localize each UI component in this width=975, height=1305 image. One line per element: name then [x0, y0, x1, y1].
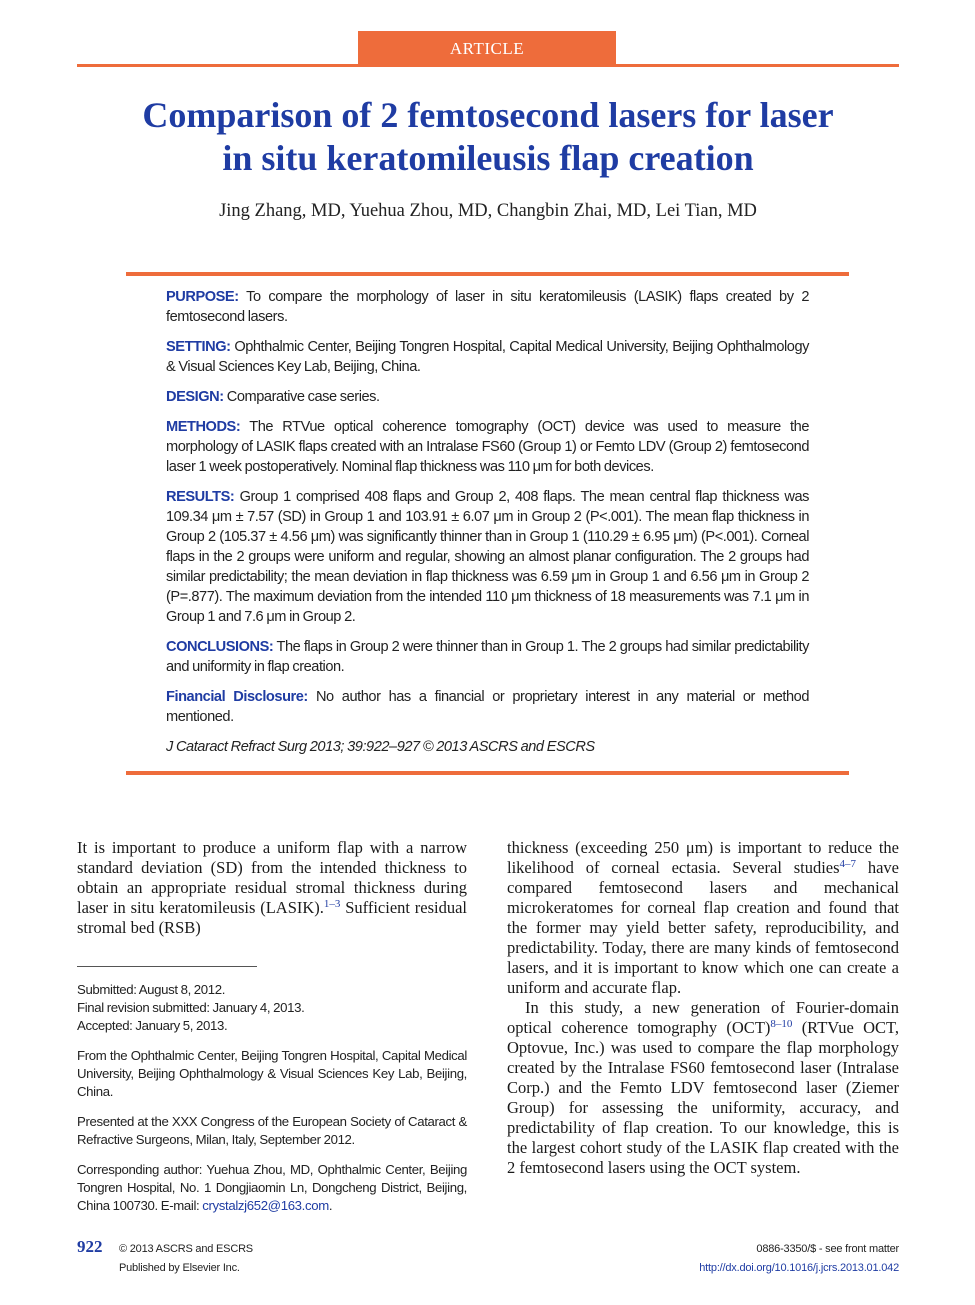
- title-line-2: in situ keratomileusis flap creation: [222, 138, 754, 178]
- submitted-date: Submitted: August 8, 2012.: [77, 982, 226, 997]
- conclusions-label: CONCLUSIONS:: [166, 639, 274, 655]
- corresponding-text: Corresponding author: Yuehua Zhou, MD, Ophthalmic Center, Beijing Tongren Hospital, No. 1 Dongjiaomin Ln, Dongcheng District, Beijing, China 100730. E-mail:: [77, 1162, 467, 1213]
- body-column-right: [507, 838, 899, 1178]
- footer-doi-link[interactable]: http://dx.doi.org/10.1016/j.jcrs.2013.01.042: [699, 1262, 899, 1274]
- disclosure-text: No author has a financial or proprietary interest in any material or method mentioned.: [166, 689, 810, 725]
- abstract-top-rule: [126, 272, 849, 276]
- footer-issn: 0886-3350/$ - see front matter: [756, 1243, 899, 1255]
- purpose-text: To compare the morphology of laser in situ keratomileusis (LASIK) flaps created by 2 femtosecond lasers.: [166, 289, 809, 325]
- footer-copyright: © 2013 ASCRS and ESCRS: [119, 1243, 253, 1255]
- article-type-tab: ARTICLE: [358, 31, 616, 65]
- corresponding-author-note: [77, 1161, 467, 1215]
- title-line-1: Comparison of 2 femtosecond lasers for laser: [142, 95, 834, 135]
- disclosure-label: Financial Disclosure:: [166, 689, 308, 705]
- design-text: Comparative case series.: [226, 389, 380, 405]
- purpose-label: PURPOSE:: [166, 289, 239, 305]
- intro-paragraph-2: [507, 998, 899, 1178]
- intro-2-text-b: (RTVue OCT, Optovue, Inc.) was used to compare the flap morphology created by the Intralase FS60 femtosecond laser (Intralase Corp.) and the Femto LDV femtosecond laser (Ziemer Group) for assessing the uniformity, accuracy, and predictability of flap creation. To our knowledge, this is the largest cohort study of the LASIK flap created with the 2 femtosecond lasers using the OCT system.: [507, 1018, 899, 1177]
- abstract-setting: [166, 337, 809, 377]
- submission-dates: [77, 981, 467, 1035]
- intro-paragraph-1-continued: [507, 838, 899, 998]
- abstract-purpose: [166, 287, 809, 327]
- author-list: Jing Zhang, MD, Yuehua Zhou, MD, Changbin Zhai, MD, Lei Tian, MD: [219, 201, 757, 221]
- footer-publisher: Published by Elsevier Inc.: [119, 1262, 240, 1274]
- abstract-results: [166, 487, 809, 627]
- presented-note: Presented at the XXX Congress of the European Society of Cataract & Refractive Surgeons, Milan, Italy, September 2012.: [77, 1114, 467, 1147]
- body-column-left: [77, 838, 467, 938]
- email-link[interactable]: crystalzj652@163.com: [202, 1198, 329, 1213]
- reference-link[interactable]: 4–7: [839, 858, 857, 870]
- abstract: [166, 287, 809, 767]
- page-number: 922: [77, 1237, 103, 1256]
- intro-paragraph-1: [77, 838, 467, 938]
- journal-citation: J Cataract Refract Surg 2013; 39:922–927 © 2013 ASCRS and ESCRS: [166, 739, 595, 755]
- footnotes: [77, 981, 467, 1227]
- abstract-methods: [166, 417, 809, 477]
- intro-cont-text-b: have compared femtosecond lasers and mechanical microkeratomes for corneal flap creation and found that the former may yield better safety, reproducibility, and predictability. Today, there are many kinds of femtosecond lasers, and it is important to know which one can create a uniform and accurate flap.: [507, 858, 899, 997]
- intro-text: It is important to produce a uniform flap with a narrow standard deviation (SD) from the intended thickness to obtain an appropriate residual stromal thickness during laser in situ keratomileusis (LASIK).: [77, 838, 467, 917]
- intro-cont-text-a: thickness (exceeding 250 μm) is important to reduce the likelihood of corneal ectasia. Several studies: [507, 838, 899, 877]
- setting-label: SETTING:: [166, 339, 231, 355]
- footnote-rule: [77, 966, 257, 967]
- intro-2-text-a: In this study, a new generation of Fourier-domain optical coherence tomography (OCT): [507, 998, 899, 1037]
- affiliation-note: From the Ophthalmic Center, Beijing Tongren Hospital, Capital Medical University, Beijing Ophthalmology & Visual Sciences Key Lab, Beijing, China.: [77, 1048, 467, 1099]
- design-label: DESIGN:: [166, 389, 224, 405]
- revision-date: Final revision submitted: January 4, 2013.: [77, 1000, 305, 1015]
- article-title: [77, 94, 899, 180]
- conclusions-text: The flaps in Group 2 were thinner than in Group 1. The 2 groups had similar predictability and uniformity in flap creation.: [166, 639, 810, 675]
- abstract-conclusions: [166, 637, 809, 677]
- abstract-disclosure: [166, 687, 809, 727]
- results-label: RESULTS:: [166, 489, 235, 505]
- reference-link[interactable]: 1–3: [323, 898, 341, 910]
- corresponding-end: .: [328, 1198, 333, 1213]
- results-text: Group 1 comprised 408 flaps and Group 2, 408 flaps. The mean central flap thickness was 109.34 μm ± 7.57 (SD) in Group 1 and 103.91 ± 6.07 μm in Group 2 (P<.001). The mean flap thickness in Group 2 (105.37 ± 4.56 μm) was significantly thinner than in Group 1 (110.29 ± 6.95 μm) (P<.001). Corneal flaps in the 2 groups were uniform and regular, showing an almost planar configuration. The 2 groups had similar predictability; the mean deviation in flap thickness was 6.59 μm in Group 1 and 6.56 μm in Group 2 (P=.877). The maximum deviation from the intended 110 μm thickness of 18 measurements was 7.1 μm in Group 1 and 7.6 μm in Group 2.: [166, 489, 809, 625]
- methods-label: METHODS:: [166, 419, 241, 435]
- accepted-date: Accepted: January 5, 2013.: [77, 1018, 228, 1033]
- abstract-design: [166, 387, 809, 407]
- abstract-bottom-rule: [126, 771, 849, 775]
- intro-text-end: Sufficient residual stromal bed (RSB): [77, 898, 468, 937]
- header-rule: [77, 64, 899, 67]
- reference-link[interactable]: 8–10: [770, 1018, 793, 1030]
- methods-text: The RTVue optical coherence tomography (OCT) device was used to measure the morphology of LASIK flaps created with an Intralase FS60 (Group 1) or Femto LDV (Group 2) femtosecond laser 1 week postoperatively. Nominal flap thickness was 110 μm for both devices.: [166, 419, 809, 475]
- setting-text: Ophthalmic Center, Beijing Tongren Hospital, Capital Medical University, Beijing Ophthalmology & Visual Sciences Key Lab, Beijing, China.: [166, 339, 809, 375]
